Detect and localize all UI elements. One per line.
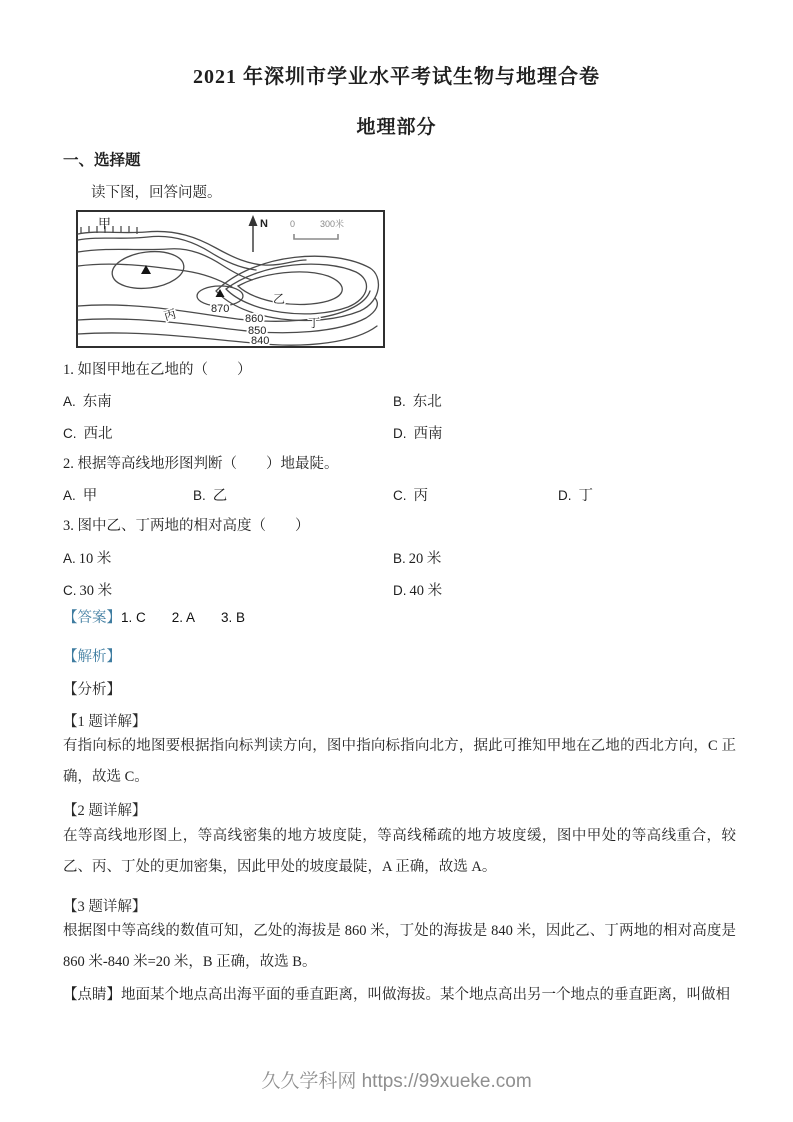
map-label-yi: 乙 [273,292,286,306]
question-3-stem: 3. 图中乙、丁两地的相对高度（ ） [63,518,310,534]
q3-option-b: B. 20 米 [393,551,442,567]
question-1-stem: 1. 如图甲地在乙地的（ ） [63,362,252,378]
question-number: 3. [63,518,74,534]
dianjing-note: 【点睛】地面某个地点高出海平面的垂直距离，叫做海拔。某个地点高出另一个地点的垂直距离，叫做相 [63,987,730,1003]
site-watermark: 久久学科网 https://99xueke.com [261,1071,532,1092]
question-intro: 读下图，回答问题。 [91,185,222,201]
q1-option-b: B. 东北 [393,394,442,410]
q3-option-a: A. 10 米 [63,551,112,567]
answer-3: 3. B [221,610,246,625]
document-subtitle: 地理部分 [356,117,437,138]
q3-option-c: C. 30 米 [63,583,113,599]
north-arrow-icon [249,215,269,252]
contour-map-figure [76,210,385,353]
map-label-bing: 丙 [162,306,178,324]
map-label-ding: 丁 [308,316,321,330]
answer-1: 1. C [121,610,146,625]
svg-text:300米: 300米 [320,219,345,229]
map-label-jia: 甲 [98,216,112,231]
answer-line [63,606,271,627]
fenxi-marker: 【分析】 [63,682,121,698]
elevation-850: 850 [248,325,267,337]
answer-2: 2. A [171,610,196,625]
detail-1-heading: 【1 题详解】 [63,714,147,730]
q2-option-a: A. 甲 [63,488,98,504]
detail-1-text: 有指向标的地图要根据指向标判读方向，图中指向标指向北方，据此可推知甲地在乙地的西北方向，C 正确，故选 C。 [63,738,736,785]
scale-bar [290,218,344,239]
contour-map-svg [76,210,385,348]
q1-option-a: A. 东南 [63,394,112,410]
q2-option-b: B. 乙 [193,488,228,504]
detail-2-text: 在等高线地形图上，等高线密集的地方坡度陡，等高线稀疏的地方坡度缓，图中甲处的等高线重合，较乙、丙、丁处的更加密集，因此甲处的坡度最陡，A 正确，故选 A。 [63,828,736,875]
q1-option-c: C. 西北 [63,426,113,442]
question-2-stem: 2. 根据等高线地形图判断（ ）地最陡。 [63,456,339,472]
contour-lines [78,231,378,345]
svg-text:N: N [260,218,268,230]
document-title: 2021 年深圳市学业水平考试生物与地理合卷 [193,66,600,88]
q1-option-d: D. 西南 [393,426,443,442]
detail-3-text: 根据图中等高线的数值可知，乙处的海拔是 860 米，丁处的海拔是 840 米，因此乙、丁两地的相对高度是 860 米-840 米=20 米，B 正确，故选 B。 [63,923,736,970]
answer-marker: 【答案】 [63,610,121,626]
question-number: 2. [63,456,74,472]
elevation-840: 840 [251,335,270,347]
q2-option-d: D. 丁 [558,488,593,504]
question-number: 1. [63,362,74,378]
detail-2-heading: 【2 题详解】 [63,803,147,819]
svg-text:0: 0 [290,219,296,229]
elevation-870: 870 [211,303,230,315]
q3-option-d: D. 40 米 [393,583,443,599]
elevation-860: 860 [245,313,264,325]
q2-option-c: C. 丙 [393,488,428,504]
detail-3-heading: 【3 题详解】 [63,899,147,915]
section-heading: 一、选择题 [63,152,141,169]
jiexi-marker: 【解析】 [63,649,121,665]
